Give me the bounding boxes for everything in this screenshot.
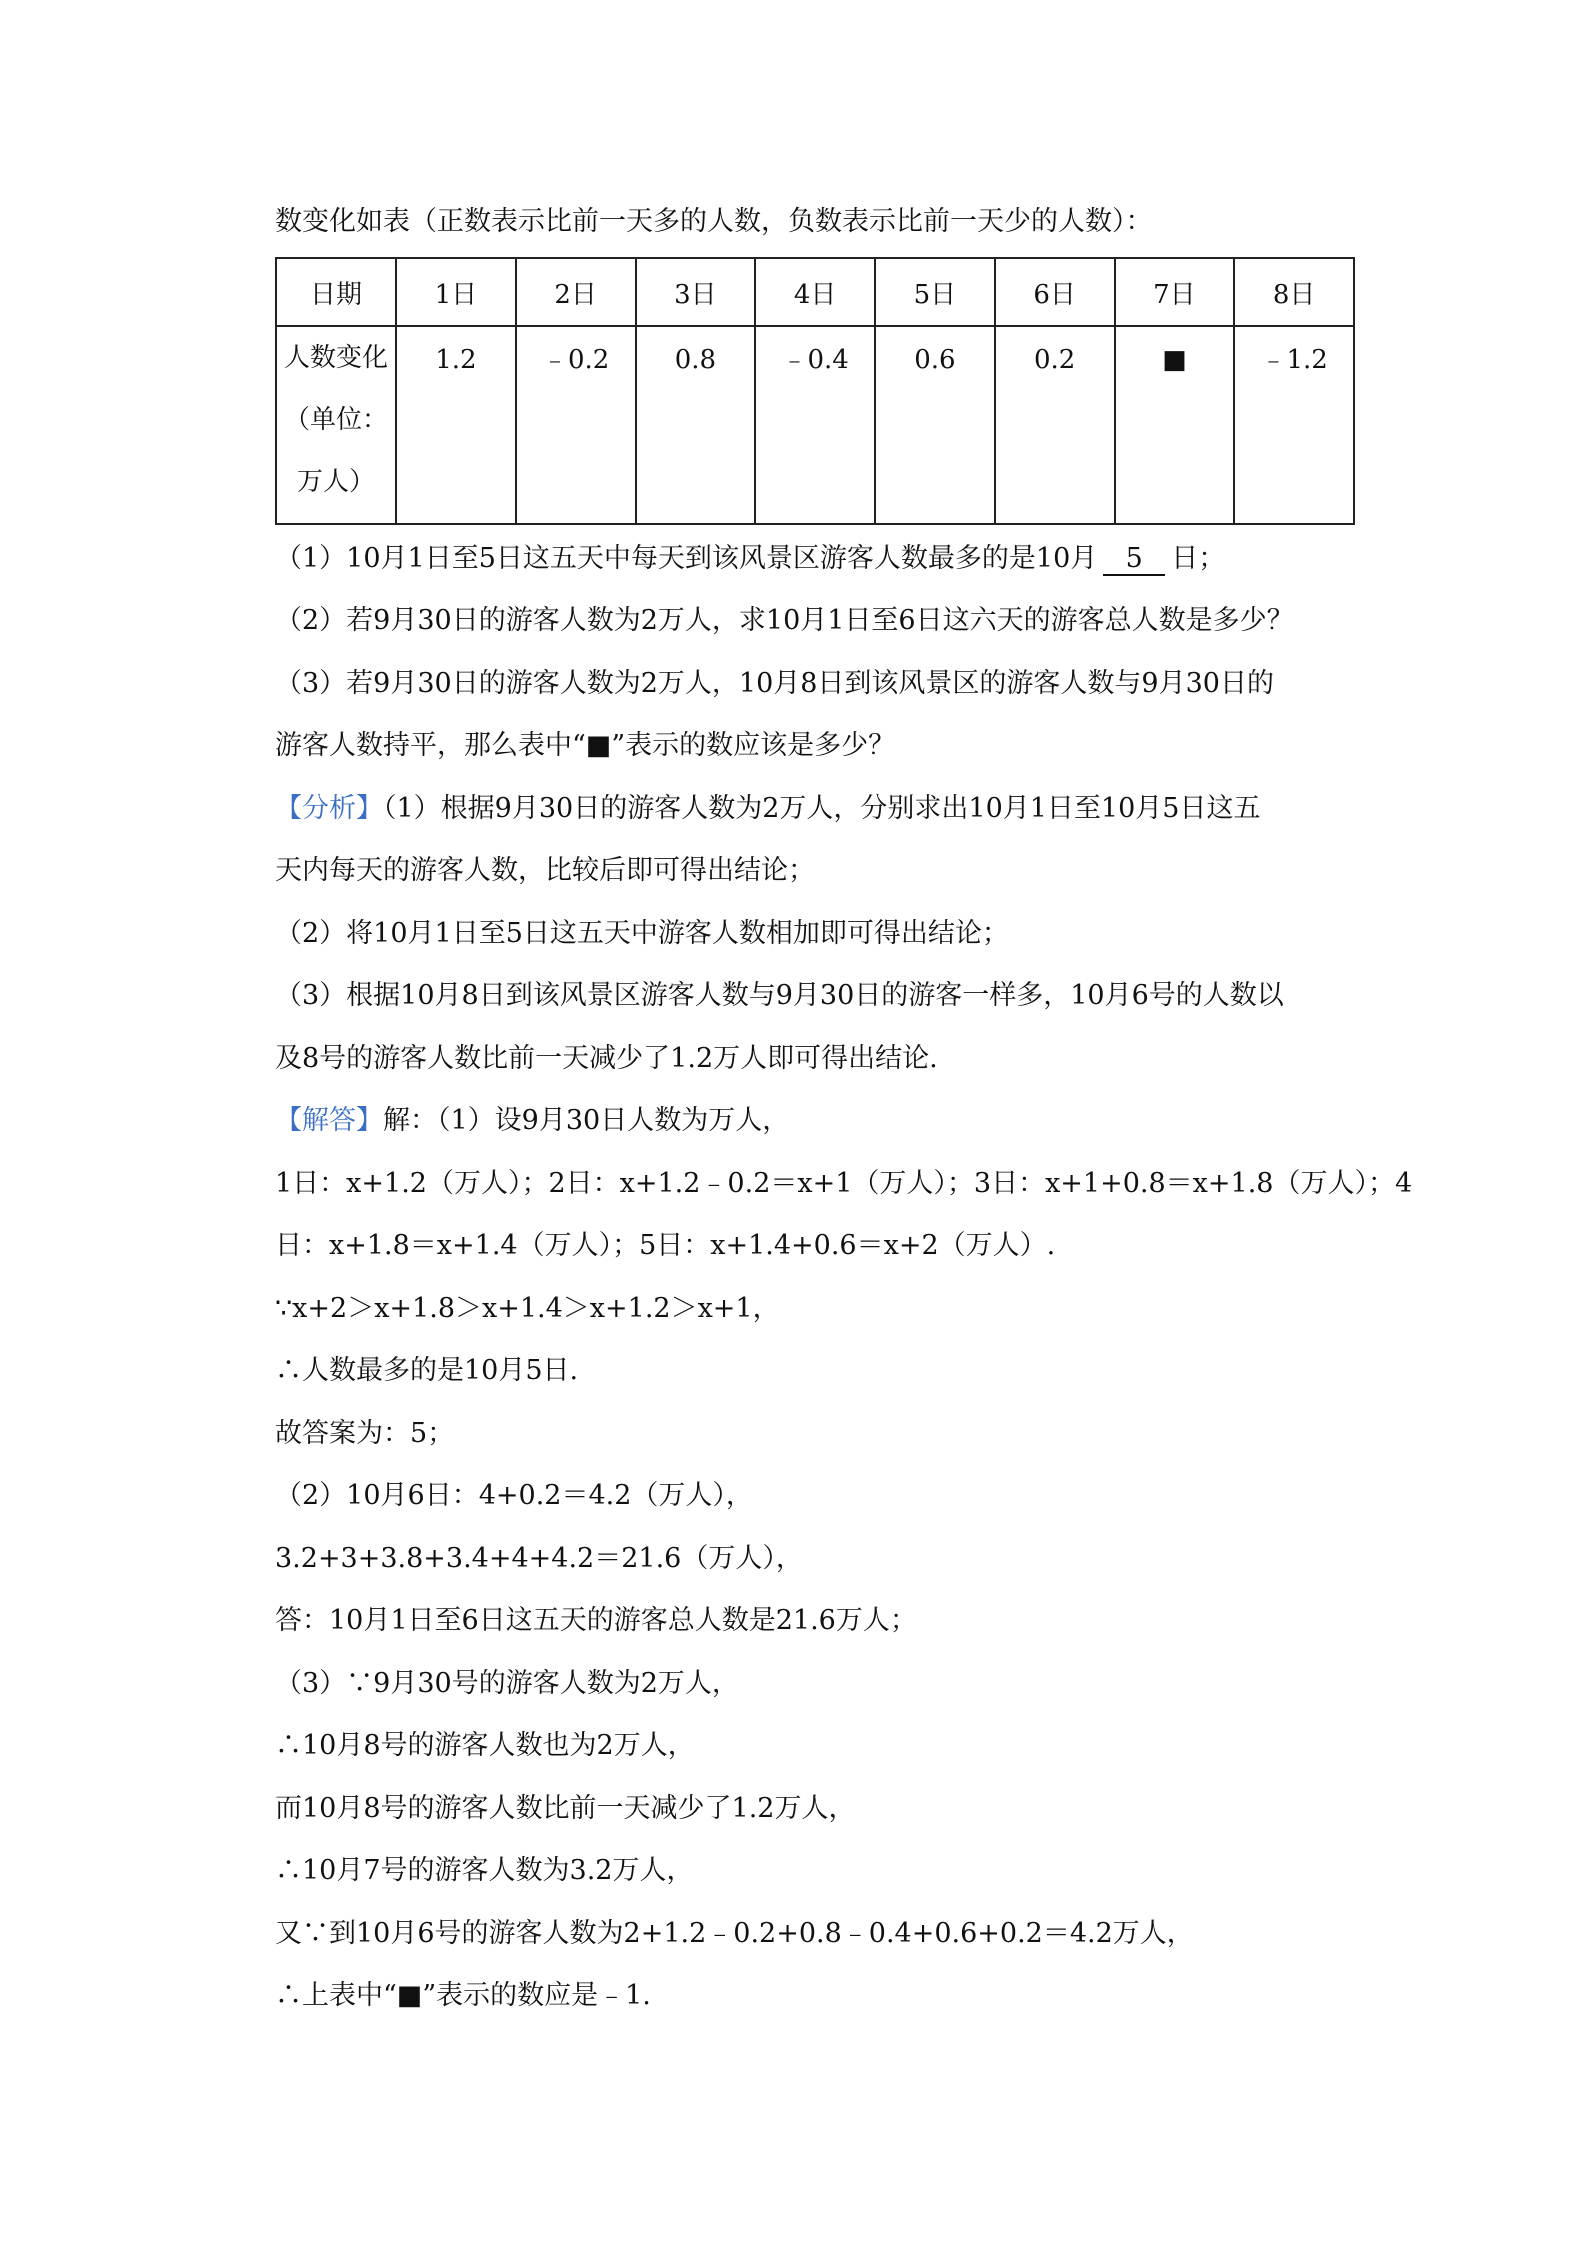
row-label-cell: [276, 326, 396, 524]
question-1-text: （1）10月1日至5日这五天中每天到该风景区游客人数最多的是10月: [275, 543, 1098, 574]
answer-line: 3.2+3+3.8+3.4+4+4.2＝21.6（万人），: [275, 1543, 803, 1574]
answer-line: ∴10月7号的游客人数为3.2万人，: [275, 1855, 694, 1886]
value-cell: 0.2: [995, 326, 1115, 524]
question-1: [275, 539, 1355, 579]
question-1-suffix: 日；: [1171, 543, 1226, 574]
answer-line: ∴上表中“■”表示的数应是﹣1.: [275, 1980, 651, 2011]
answer-line: 1日：x+1.2（万人）；2日：x+1.2﹣0.2＝x+1（万人）；3日：x+1+0.8＝x+1.8（万人）；4: [275, 1168, 1413, 1199]
header-cell: 6日: [995, 258, 1115, 326]
answer-line: 日：x+1.8＝x+1.4（万人）；5日：x+1.4+0.6＝x+2（万人）.: [275, 1230, 1056, 1261]
value-cell-unknown: ■: [1115, 326, 1235, 524]
header-cell: 3日: [636, 258, 756, 326]
analysis-tag: 【分析】: [275, 793, 383, 824]
value-cell: ﹣1.2: [1234, 326, 1354, 524]
header-cell: 8日: [1234, 258, 1354, 326]
answer-line: 又∵到10月6号的游客人数为2+1.2﹣0.2+0.8﹣0.4+0.6+0.2＝4.2万人，: [275, 1918, 1194, 1949]
header-cell: 4日: [755, 258, 875, 326]
visitor-change-table: [275, 257, 1355, 525]
value-cell: 0.6: [875, 326, 995, 524]
answer-line: 答：10月1日至6日这五天的游客总人数是21.6万人；: [275, 1605, 917, 1636]
analysis-line-4: （3）根据10月8日到该风景区游客人数与9月30日的游客一样多，10月6号的人数以: [275, 980, 1284, 1011]
answer-line: ∴10月8号的游客人数也为2万人，: [275, 1730, 695, 1761]
answer-head-text: 解：（1）设9月30日人数为万人，: [383, 1105, 790, 1136]
answer-line: 故答案为：5；: [275, 1418, 455, 1449]
analysis-line-3: （2）将10月1日至5日这五天中游客人数相加即可得出结论；: [275, 918, 1009, 949]
answer-line: （3）∵9月30号的游客人数为2万人，: [275, 1668, 739, 1699]
answer-blank: 5: [1103, 544, 1165, 576]
answer-line: 而10月8号的游客人数比前一天减少了1.2万人，: [275, 1793, 856, 1824]
value-cell: ﹣0.4: [755, 326, 875, 524]
intro-text: 数变化如表（正数表示比前一天多的人数，负数表示比前一天少的人数）：: [275, 206, 1153, 237]
answer-line: （2）10月6日：4+0.2＝4.2（万人），: [275, 1480, 753, 1511]
row-label-line: 人数变化: [283, 343, 388, 373]
table-header-row: [276, 258, 1354, 326]
analysis-line-5: 及8号的游客人数比前一天减少了1.2万人即可得出结论.: [275, 1043, 938, 1074]
header-cell: 2日: [516, 258, 636, 326]
value-cell: 0.8: [636, 326, 756, 524]
answer-line: ∴人数最多的是10月5日.: [275, 1355, 579, 1386]
question-3-line-1: （3）若9月30日的游客人数为2万人，10月8日到该风景区的游客人数与9月30日的: [275, 668, 1274, 699]
answer-head: [275, 1101, 1355, 1141]
header-cell: 日期: [276, 258, 396, 326]
value-cell: 1.2: [396, 326, 516, 524]
row-label-line: 万人）: [296, 467, 375, 497]
header-cell: 1日: [396, 258, 516, 326]
analysis-line-2: 天内每天的游客人数，比较后即可得出结论；: [275, 855, 815, 886]
value-cell: ﹣0.2: [516, 326, 636, 524]
answer-tag: 【解答】: [275, 1105, 383, 1136]
question-3-line-2: 游客人数持平，那么表中“■”表示的数应该是多少？: [275, 730, 896, 761]
header-cell: 7日: [1115, 258, 1235, 326]
analysis-text: （1）根据9月30日的游客人数为2万人，分别求出10月1日至10月5日这五: [383, 793, 1261, 824]
table-value-row: [276, 326, 1354, 524]
row-label-line: （单位：: [283, 405, 388, 435]
question-2: （2）若9月30日的游客人数为2万人，求10月1日至6日这六天的游客总人数是多少？: [275, 605, 1294, 636]
answer-line: ∵x+2＞x+1.8＞x+1.4＞x+1.2＞x+1，: [275, 1293, 780, 1324]
header-cell: 5日: [875, 258, 995, 326]
analysis-line-1: [275, 789, 1355, 829]
